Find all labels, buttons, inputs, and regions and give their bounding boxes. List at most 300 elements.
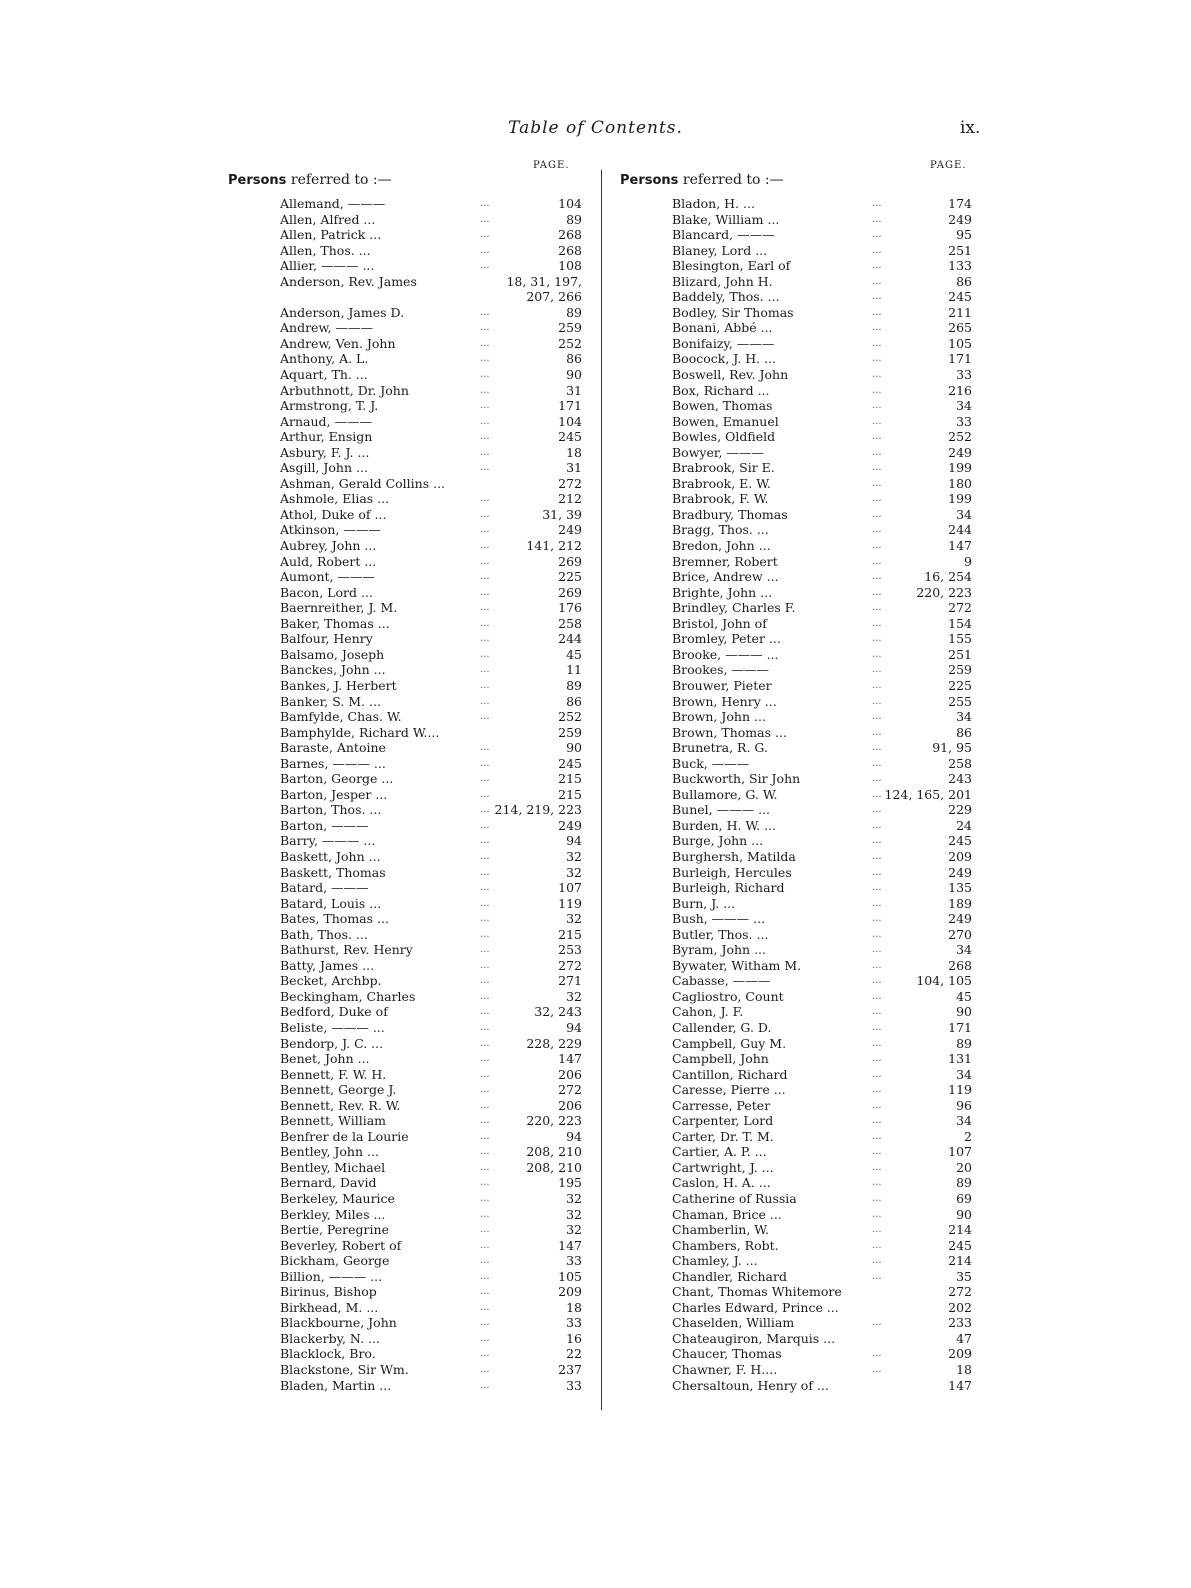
entry-pages: 104 (558, 413, 582, 429)
entry-name: Butler, Thos. ... (672, 926, 769, 942)
leader-dots: ... (872, 959, 882, 971)
leader-dots: ... (872, 664, 882, 676)
index-entry (672, 818, 978, 834)
entry-name: Bernard, David (280, 1175, 377, 1191)
entry-pages: 34 (956, 398, 972, 414)
entry-pages: 45 (956, 988, 972, 1004)
entry-name: Bonifaizy, ——— (672, 335, 775, 351)
entry-name: Barton, ——— (280, 817, 369, 833)
entry-name: Blaney, Lord ... (672, 242, 768, 258)
index-entry (280, 491, 588, 507)
entry-pages: 34 (956, 942, 972, 958)
entry-name: Anthony, A. L. (280, 351, 369, 367)
entry-name: Carter, Dr. T. M. (672, 1128, 774, 1144)
index-entry (672, 647, 978, 663)
leader-dots: ... (480, 571, 490, 583)
entry-name: Byram, John ... (672, 942, 767, 958)
entry-pages: 249 (948, 444, 972, 460)
entry-pages: 258 (948, 755, 972, 771)
index-entry (280, 243, 588, 259)
column-divider (601, 170, 602, 1410)
entry-name: Chambers, Robt. (672, 1237, 779, 1253)
index-entry (280, 771, 588, 787)
entry-pages: 154 (948, 615, 972, 631)
index-entry (280, 1207, 588, 1223)
index-entry (672, 1222, 978, 1238)
entry-pages: 252 (558, 709, 582, 725)
leader-dots: ... (872, 384, 882, 396)
entry-name: Cagliostro, Count (672, 988, 784, 1004)
entry-name: Bertie, Peregrine (280, 1222, 389, 1238)
index-entry (280, 616, 588, 632)
entry-pages: 34 (956, 1066, 972, 1082)
entry-name: Burghersh, Matilda (672, 848, 796, 864)
leader-dots: ... (480, 866, 490, 878)
entry-name: Allier, ——— ... (280, 258, 375, 274)
entry-pages: 268 (948, 957, 972, 973)
entry-pages: 233 (948, 1315, 972, 1331)
entry-name: Barnes, ——— ... (280, 755, 386, 771)
index-entry (280, 1269, 588, 1285)
leader-dots: ... (480, 524, 490, 536)
entry-pages: 33 (566, 1377, 582, 1393)
leader-dots: ... (872, 462, 882, 474)
entry-pages: 245 (558, 755, 582, 771)
leader-dots: ... (480, 1099, 490, 1111)
entry-pages: 32 (566, 848, 582, 864)
leader-dots: ... (872, 850, 882, 862)
index-entry (672, 880, 978, 896)
index-entry (672, 507, 978, 523)
index-entry (280, 196, 588, 212)
entry-pages: 211 (948, 304, 972, 320)
entry-pages: 251 (948, 646, 972, 662)
entry-name: Ashmole, Elias ... (280, 491, 390, 507)
leader-dots: ... (872, 1177, 882, 1189)
entry-name: Baskett, John ... (280, 848, 381, 864)
entry-pages: 249 (948, 211, 972, 227)
entry-name: Balfour, Henry (280, 631, 373, 647)
entry-pages: 119 (948, 1082, 972, 1098)
entry-name: Athol, Duke of ... (280, 506, 387, 522)
page-column-label: PAGE. (533, 160, 570, 171)
entry-pages: 272 (948, 600, 972, 616)
index-entry (672, 1191, 978, 1207)
leader-dots: ... (872, 1239, 882, 1251)
index-entry (280, 1378, 588, 1394)
entry-pages: 89 (566, 677, 582, 693)
leader-dots: ... (480, 400, 490, 412)
leader-dots: ... (872, 337, 882, 349)
entry-name: Anderson, Rev. James (280, 273, 417, 289)
index-entry (280, 585, 588, 601)
entry-pages: 32 (566, 1222, 582, 1238)
entry-name: Bennett, George J. (280, 1082, 397, 1098)
index-entry (672, 1144, 978, 1160)
entry-pages: 249 (558, 817, 582, 833)
entry-name: Blake, William ... (672, 211, 780, 227)
entry-pages: 147 (558, 1051, 582, 1067)
entry-pages: 252 (558, 335, 582, 351)
index-entry (280, 289, 588, 305)
entry-pages: 89 (566, 211, 582, 227)
entry-name: Boocock, J. H. ... (672, 351, 777, 367)
section-heading-rest: referred to :— (286, 172, 392, 188)
index-entry (672, 429, 978, 445)
entry-name: Chamberlin, W. (672, 1222, 769, 1238)
index-entry (672, 849, 978, 865)
entry-name: Brown, Thomas ... (672, 724, 787, 740)
entry-name: Bath, Thos. ... (280, 926, 368, 942)
index-entry (672, 1269, 978, 1285)
entry-pages: 207, 266 (526, 289, 582, 305)
entry-pages: 32 (566, 988, 582, 1004)
entry-pages: 245 (948, 1237, 972, 1253)
section-heading (228, 172, 392, 188)
leader-dots: ... (480, 835, 490, 847)
leader-dots: ... (480, 959, 490, 971)
leader-dots: ... (872, 602, 882, 614)
index-entry (672, 927, 978, 943)
index-entry (280, 1346, 588, 1362)
entry-pages: 147 (948, 1377, 972, 1393)
entry-pages: 249 (948, 864, 972, 880)
index-entry (672, 662, 978, 678)
entry-pages: 212 (558, 491, 582, 507)
entry-pages: 32 (566, 1191, 582, 1206)
index-entry (672, 616, 978, 632)
leader-dots: ... (480, 431, 490, 443)
entry-name: Brunetra, R. G. (672, 740, 768, 756)
entry-name: Banckes, John ... (280, 662, 386, 678)
index-entry (280, 227, 588, 243)
leader-dots: ... (872, 1348, 882, 1360)
index-entry (280, 522, 588, 538)
index-entry (672, 678, 978, 694)
entry-name: Bowen, Thomas (672, 398, 773, 414)
index-entry (280, 1315, 588, 1331)
leader-dots: ... (480, 337, 490, 349)
entry-name: Baernreither, J. M. (280, 600, 398, 616)
index-entry (280, 351, 588, 367)
entry-name: Bathurst, Rev. Henry (280, 942, 413, 958)
entry-pages: 176 (558, 600, 582, 616)
leader-dots: ... (872, 1068, 882, 1080)
entry-name: Allen, Alfred ... (280, 211, 376, 227)
entry-name: Baker, Thomas ... (280, 615, 390, 631)
leader-dots: ... (480, 944, 490, 956)
entry-pages: 259 (948, 662, 972, 678)
leader-dots: ... (872, 1270, 882, 1282)
leader-dots: ... (480, 1146, 490, 1158)
index-entry (672, 1067, 978, 1083)
leader-dots: ... (480, 1255, 490, 1267)
leader-dots: ... (872, 571, 882, 583)
entry-pages: 259 (558, 724, 582, 740)
leader-dots: ... (872, 975, 882, 987)
entry-name: Ashman, Gerald Collins ... (280, 475, 446, 491)
entry-pages: 89 (566, 304, 582, 320)
entry-name: Caslon, H. A. ... (672, 1175, 771, 1191)
index-entry (672, 1207, 978, 1223)
leader-dots: ... (480, 244, 490, 256)
index-entry (672, 367, 978, 383)
entry-name: Aubrey, John ... (280, 538, 377, 554)
index-entry (672, 320, 978, 336)
section-heading-bold: Persons (228, 173, 287, 188)
index-entry (280, 554, 588, 570)
entry-name: Brooke, ——— ... (672, 646, 779, 662)
entry-name: Bennett, Rev. R. W. (280, 1097, 401, 1113)
index-entry (280, 600, 588, 616)
entry-name: Bendorp, J. C. ... (280, 1035, 384, 1051)
section-heading-bold: Persons (620, 173, 679, 188)
entry-name: Berkeley, Maurice (280, 1191, 395, 1206)
entry-name: Burn, J. ... (672, 895, 736, 911)
leader-dots: ... (480, 540, 490, 552)
entry-pages: 89 (956, 1035, 972, 1051)
entry-pages: 33 (566, 1253, 582, 1269)
entry-name: Asbury, F. J. ... (280, 444, 370, 460)
entry-pages: 272 (558, 1082, 582, 1098)
leader-dots: ... (480, 1301, 490, 1313)
entry-name: Banker, S. M. ... (280, 693, 381, 709)
leader-dots: ... (872, 648, 882, 660)
leader-dots: ... (872, 400, 882, 412)
entry-pages: 171 (558, 398, 582, 414)
entry-name: Bentley, John ... (280, 1144, 379, 1160)
entry-pages: 18, 31, 197, (506, 273, 582, 289)
index-entry (280, 1051, 588, 1067)
index-entry (280, 367, 588, 383)
leader-dots: ... (872, 944, 882, 956)
entry-pages: 258 (558, 615, 582, 631)
index-entry (280, 694, 588, 710)
entry-name: Balsamo, Joseph (280, 646, 385, 662)
entry-pages: 86 (956, 724, 972, 740)
entry-pages: 34 (956, 709, 972, 725)
entry-pages: 32 (566, 1206, 582, 1222)
entry-name: Brookes, ——— (672, 662, 770, 678)
entry-name: Boswell, Rev. John (672, 367, 789, 383)
entry-name: Armstrong, T. J. (280, 398, 379, 414)
index-entry (280, 1238, 588, 1254)
index-entry (280, 383, 588, 399)
entry-pages: 104, 105 (916, 973, 972, 989)
leader-dots: ... (480, 1270, 490, 1282)
leader-dots: ... (480, 446, 490, 458)
entry-pages: 34 (956, 506, 972, 522)
entry-pages: 244 (948, 522, 972, 538)
entry-pages: 214 (948, 1253, 972, 1269)
entry-name: Blancard, ——— (672, 227, 775, 243)
entry-name: Atkinson, ——— (280, 522, 381, 538)
entry-name: Bragg, Thos. ... (672, 522, 769, 538)
leader-dots: ... (872, 198, 882, 209)
entry-name: Blesington, Earl of (672, 258, 791, 274)
entry-name: Burleigh, Hercules (672, 864, 792, 880)
index-entry (672, 631, 978, 647)
entry-pages: 89 (956, 1175, 972, 1191)
leader-dots: ... (872, 928, 882, 940)
entry-pages: 270 (948, 926, 972, 942)
entry-pages: 259 (558, 320, 582, 336)
entry-name: Brabrook, F. W. (672, 491, 769, 507)
entry-pages: 208, 210 (526, 1144, 582, 1160)
index-entry (672, 196, 978, 212)
leader-dots: ... (872, 493, 882, 505)
entry-name: Chaman, Brice ... (672, 1206, 782, 1222)
index-entry (672, 305, 978, 321)
entry-name: Bladon, H. ... (672, 196, 755, 211)
entry-pages: 2 (964, 1128, 972, 1144)
entry-name: Cartwright, J. ... (672, 1159, 774, 1175)
entry-pages: 94 (566, 1128, 582, 1144)
entry-name: Bodley, Sir Thomas (672, 304, 794, 320)
index-entry (280, 398, 588, 414)
index-entry (280, 865, 588, 881)
entry-name: Bacon, Lord ... (280, 584, 373, 600)
entry-pages: 22 (566, 1346, 582, 1362)
entry-pages: 199 (948, 460, 972, 476)
page-column-label: PAGE. (930, 160, 967, 171)
index-entry (672, 942, 978, 958)
index-entry (672, 585, 978, 601)
index-entry (280, 569, 588, 585)
leader-dots: ... (872, 835, 882, 847)
entry-pages: 35 (956, 1268, 972, 1284)
index-entry (672, 694, 978, 710)
index-entry (672, 1331, 978, 1347)
index-entry (280, 1160, 588, 1176)
entry-name: Barry, ——— ... (280, 833, 376, 849)
entry-name: Cahon, J. F. (672, 1004, 744, 1020)
entry-pages: 268 (558, 242, 582, 258)
index-entry (672, 569, 978, 585)
leader-dots: ... (872, 1115, 882, 1127)
entry-name: Auld, Robert ... (280, 553, 377, 569)
section-heading (620, 172, 784, 188)
entry-pages: 24 (956, 817, 972, 833)
leader-dots: ... (872, 773, 882, 785)
entry-pages: 272 (558, 475, 582, 491)
entry-pages: 108 (558, 258, 582, 274)
entry-name: Bowyer, ——— (672, 444, 764, 460)
leader-dots: ... (872, 477, 882, 489)
entry-name: Brindley, Charles F. (672, 600, 796, 616)
entry-name: Cabasse, ——— (672, 973, 771, 989)
entry-pages: 214, 219, 223 (494, 802, 582, 818)
entry-name: Batty, James ... (280, 957, 375, 973)
entry-pages: 20 (956, 1159, 972, 1175)
leader-dots: ... (872, 540, 882, 552)
entry-pages: 18 (956, 1362, 972, 1378)
index-entry (672, 1362, 978, 1378)
leader-dots: ... (480, 586, 490, 598)
index-entry (280, 1253, 588, 1269)
index-entry (280, 336, 588, 352)
leader-dots: ... (480, 555, 490, 567)
index-entry (280, 911, 588, 927)
entry-name: Andrew, Ven. John (280, 335, 396, 351)
leader-dots: ... (480, 306, 490, 318)
entry-pages: 86 (956, 273, 972, 289)
entry-name: Birinus, Bishop (280, 1284, 377, 1300)
leader-dots: ... (872, 446, 882, 458)
leader-dots: ... (480, 695, 490, 707)
entry-pages: 31 (566, 382, 582, 398)
index-entry (672, 414, 978, 430)
leader-dots: ... (872, 711, 882, 723)
leader-dots: ... (480, 1021, 490, 1033)
entry-pages: 199 (948, 491, 972, 507)
index-entry (672, 1300, 978, 1316)
index-entry (280, 756, 588, 772)
leader-dots: ... (872, 369, 882, 381)
entry-name: Billion, ——— ... (280, 1268, 383, 1284)
entry-name: Bennett, William (280, 1113, 386, 1129)
index-entry (280, 989, 588, 1005)
entry-name: Allemand, ——— (280, 196, 386, 211)
leader-dots: ... (480, 1332, 490, 1344)
entry-name: Burge, John ... (672, 833, 764, 849)
index-entry (672, 1082, 978, 1098)
entry-name: Beliste, ——— ... (280, 1019, 385, 1035)
index-entry (280, 725, 588, 741)
index-entry (280, 678, 588, 694)
index-entry (280, 476, 588, 492)
entry-name: Chaselden, William (672, 1315, 795, 1331)
leader-dots: ... (872, 306, 882, 318)
entry-pages: 90 (566, 367, 582, 383)
entry-name: Brabrook, Sir E. (672, 460, 775, 476)
leader-dots: ... (872, 244, 882, 256)
index-entry (280, 849, 588, 865)
index-entry (672, 289, 978, 305)
index-entry (280, 445, 588, 461)
leader-dots: ... (872, 524, 882, 536)
leader-dots: ... (480, 260, 490, 272)
index-entry (280, 414, 588, 430)
entry-pages: 265 (948, 320, 972, 336)
page-number: ix. (960, 118, 981, 138)
leader-dots: ... (872, 679, 882, 691)
leader-dots: ... (872, 353, 882, 365)
entry-pages: 180 (948, 475, 972, 491)
leader-dots: ... (872, 726, 882, 738)
leader-dots: ... (480, 1084, 490, 1096)
entry-pages: 69 (956, 1191, 972, 1206)
leader-dots: ... (872, 1130, 882, 1142)
leader-dots: ... (480, 773, 490, 785)
index-entry (672, 989, 978, 1005)
leader-dots: ... (480, 1068, 490, 1080)
index-entry (280, 1175, 588, 1191)
leader-dots: ... (480, 819, 490, 831)
entry-name: Benet, John ... (280, 1051, 370, 1067)
leader-dots: ... (480, 1193, 490, 1204)
leader-dots: ... (872, 1255, 882, 1267)
leader-dots: ... (872, 1224, 882, 1236)
leader-dots: ... (872, 819, 882, 831)
leader-dots: ... (480, 1130, 490, 1142)
leader-dots: ... (480, 1364, 490, 1376)
entry-pages: 32, 243 (534, 1004, 582, 1020)
entry-pages: 47 (956, 1330, 972, 1346)
leader-dots: ... (872, 275, 882, 287)
running-title: Table of Contents. (508, 118, 683, 138)
entry-pages: 208, 210 (526, 1159, 582, 1175)
